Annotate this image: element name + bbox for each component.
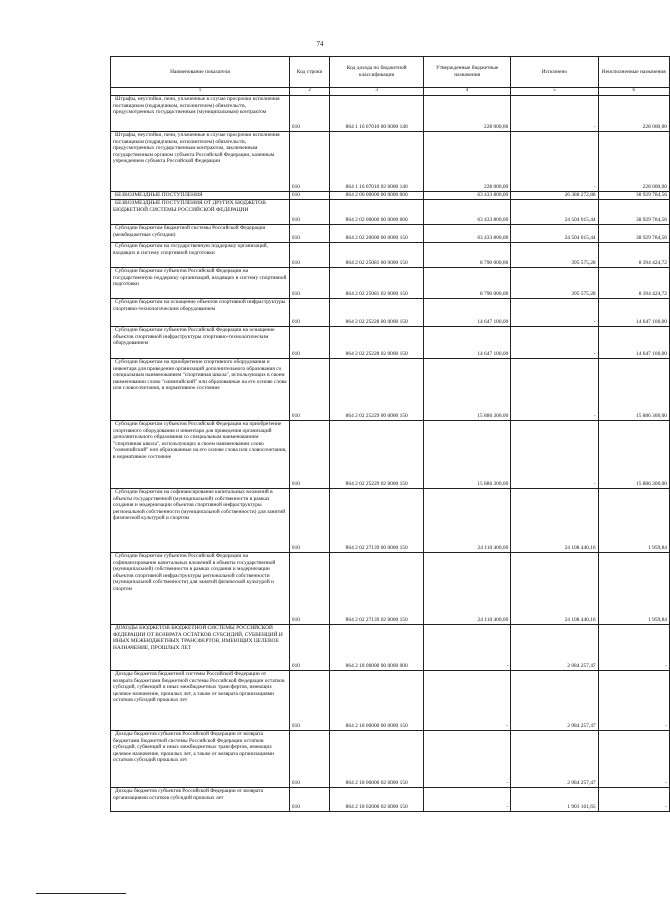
column-number: 6 <box>598 88 669 96</box>
table-row <box>111 489 670 553</box>
unexecuted-cell: 1 959,84 <box>598 553 669 625</box>
line-code-cell: 010 <box>289 200 329 225</box>
indicator-name-cell: БЕЗВОЗМЕЗДНЫЕ ПОСТУПЛЕНИЯ ОТ ДРУГИХ БЮДЖЕТОВ БЮДЖЕТНОЙ СИСТЕМЫ РОССИЙСКОЙ ФЕДЕРАЦИИ <box>111 200 290 225</box>
income-code-cell: 864 2 18 00000 00 0000 150 <box>330 671 424 731</box>
budget-report-table <box>110 56 670 812</box>
unexecuted-cell: - <box>598 731 669 788</box>
column-number: 3 <box>330 88 424 96</box>
table-row <box>111 299 670 327</box>
indicator-name-cell: Субсидии бюджетам субъектов Российской Федерации на приобретение спортивного оборудования и инвентаря для приведения организаций дополнительного образования со специальным наименованием "спортивная школа", использующих в своем наименовании слово "олимпийский" или образованные на его основе слова или словосочетания, в нормативное состояние <box>111 421 290 489</box>
executed-cell: - <box>511 327 598 359</box>
income-code-cell: 864 2 02 20000 00 0000 150 <box>330 225 424 243</box>
income-code-cell: 864 2 18 02000 02 0000 150 <box>330 788 424 812</box>
executed-cell: 395 575,28 <box>511 243 598 268</box>
header-unexecuted: Неисполненные назначения <box>598 57 669 88</box>
executed-cell: 24 504 015,44 <box>511 225 598 243</box>
indicator-name-cell: Субсидии бюджетам субъектов Российской Федерации на государственную поддержку организаций, входящих в систему спортивной подготовки <box>111 268 290 299</box>
line-code-cell: 010 <box>289 132 329 192</box>
unexecuted-cell: 228 000,00 <box>598 96 669 132</box>
unexecuted-cell: 38 929 784,56 <box>598 225 669 243</box>
line-code-cell: 010 <box>289 96 329 132</box>
line-code-cell: 010 <box>289 268 329 299</box>
unexecuted-cell: 15 886 300,00 <box>598 359 669 421</box>
unexecuted-cell: - <box>598 671 669 731</box>
line-code-cell: 010 <box>289 421 329 489</box>
income-code-cell: 864 1 16 07010 00 0000 140 <box>330 96 424 132</box>
table-row <box>111 268 670 299</box>
indicator-name-cell: Субсидии бюджетам на государственную поддержку организаций, входящих в систему спортивной подготовки <box>111 243 290 268</box>
table-row <box>111 421 670 489</box>
approved-cell: - <box>424 788 511 812</box>
table-row <box>111 625 670 671</box>
executed-cell: 24 108 440,16 <box>511 553 598 625</box>
indicator-name-cell: Субсидии бюджетам бюджетной системы Российской Федерации (межбюджетные субсидии) <box>111 225 290 243</box>
income-code-cell: 864 2 02 27139 02 0000 150 <box>330 553 424 625</box>
executed-cell: 1 901 161,65 <box>511 788 598 812</box>
line-code-cell: 010 <box>289 553 329 625</box>
approved-cell: 8 790 000,00 <box>424 268 511 299</box>
line-code-cell: 010 <box>289 359 329 421</box>
unexecuted-cell: 14 647 100,00 <box>598 299 669 327</box>
line-code-cell: 010 <box>289 671 329 731</box>
approved-cell: - <box>424 625 511 671</box>
table-row <box>111 731 670 788</box>
column-number: 2 <box>289 88 329 96</box>
income-code-cell: 864 2 02 25081 02 0000 150 <box>330 268 424 299</box>
executed-cell: - <box>511 132 598 192</box>
line-code-cell: 010 <box>289 225 329 243</box>
income-code-cell: 864 2 02 25228 02 0000 150 <box>330 327 424 359</box>
approved-cell: 228 000,00 <box>424 96 511 132</box>
unexecuted-cell: 15 886 300,00 <box>598 421 669 489</box>
executed-cell: - <box>511 359 598 421</box>
line-code-cell: 010 <box>289 299 329 327</box>
header-approved: Утвержденные бюджетные назначения <box>424 57 511 88</box>
table-row <box>111 243 670 268</box>
income-code-cell: 864 2 02 00000 00 0000 000 <box>330 200 424 225</box>
line-code-cell: 010 <box>289 731 329 788</box>
column-number: 1 <box>111 88 290 96</box>
table-row <box>111 359 670 421</box>
income-code-cell: 864 2 02 25081 00 0000 150 <box>330 243 424 268</box>
table-body <box>111 96 670 812</box>
executed-cell: - <box>511 299 598 327</box>
executed-cell: 2 084 257,47 <box>511 625 598 671</box>
approved-cell: 63 433 800,00 <box>424 200 511 225</box>
executed-cell: 395 575,28 <box>511 268 598 299</box>
income-code-cell: 864 2 18 00000 00 0000 000 <box>330 625 424 671</box>
executed-cell: 26 388 272,88 <box>511 192 598 200</box>
unexecuted-cell: 38 929 784,56 <box>598 200 669 225</box>
approved-cell: - <box>424 731 511 788</box>
footer-rule <box>36 893 126 894</box>
table-row <box>111 788 670 812</box>
table-row <box>111 192 670 200</box>
line-code-cell: 010 <box>289 192 329 200</box>
table-row <box>111 225 670 243</box>
unexecuted-cell: 8 394 424,72 <box>598 243 669 268</box>
income-code-cell: 864 2 02 25229 00 0000 150 <box>330 359 424 421</box>
line-code-cell: 010 <box>289 788 329 812</box>
income-code-cell: 864 2 18 00000 02 0000 150 <box>330 731 424 788</box>
approved-cell: - <box>424 671 511 731</box>
line-code-cell: 010 <box>289 625 329 671</box>
indicator-name-cell: Доходы бюджетов субъектов Российской Федерации от возврата бюджетами бюджетной системы Российской Федерации остатков субсидий, субвенций и иных межбюджетных трансфертов, имеющих целевое назначение, прошлых лет, а также от возврата организациями остатков субсидий прошлых лет <box>111 731 290 788</box>
header-executed: Исполнено <box>511 57 598 88</box>
approved-cell: 24 110 400,00 <box>424 553 511 625</box>
indicator-name-cell: Субсидии бюджетам на оснащение объектов спортивной инфраструктуры спортивно-технологическим оборудованием <box>111 299 290 327</box>
unexecuted-cell: 8 394 424,72 <box>598 268 669 299</box>
approved-cell: 8 790 000,00 <box>424 243 511 268</box>
approved-cell: 15 886 300,00 <box>424 421 511 489</box>
line-code-cell: 010 <box>289 243 329 268</box>
table-header-row <box>111 57 670 88</box>
indicator-name-cell: Субсидии бюджетам на приобретение спортивного оборудования и инвентаря для приведения организаций дополнительного образования со специальным наименованием "спортивная школа", использующих в своем наименовании слово "олимпийский" или образованные на его основе слова или словосочетания, в нормативное состояние <box>111 359 290 421</box>
indicator-name-cell: Штрафы, неустойки, пени, уплаченные в случае просрочки исполнения поставщиком (подрядчиком, исполнителем) обязательств, предусмотренных государственным (муниципальным) контрактом <box>111 96 290 132</box>
income-code-cell: 864 2 00 00000 00 0000 000 <box>330 192 424 200</box>
indicator-name-cell: Субсидии бюджетам субъектов Российской Федерации на оснащение объектов спортивной инфраструктуры спортивно-технологическим оборудованием <box>111 327 290 359</box>
income-code-cell: 864 1 16 07010 02 0000 140 <box>330 132 424 192</box>
approved-cell: 63 433 800,00 <box>424 225 511 243</box>
unexecuted-cell: 1 959,84 <box>598 489 669 553</box>
page-number: 74 <box>316 40 324 48</box>
unexecuted-cell: - <box>598 625 669 671</box>
executed-cell: 2 084 257,47 <box>511 731 598 788</box>
table-row <box>111 96 670 132</box>
indicator-name-cell: Субсидии бюджетам субъектов Российской Федерации на софинансирование капитальных вложений в объекты государственной (муниципальной) собственности в рамках создания и модернизации объектов спортивной инфраструктуры региональной собственности (муниципальной собственности) для занятий физической культурой и спортом <box>111 553 290 625</box>
unexecuted-cell: 38 929 784,56 <box>598 192 669 200</box>
table-row <box>111 327 670 359</box>
income-code-cell: 864 2 02 27139 00 0000 150 <box>330 489 424 553</box>
unexecuted-cell: 228 000,00 <box>598 132 669 192</box>
executed-cell: - <box>511 96 598 132</box>
indicator-name-cell: Субсидии бюджетам на софинансирование капитальных вложений в объекты государственной (муниципальной) собственности в рамках создания и модернизации объектов спортивной инфраструктуры региональной собственности (муниципальной собственности) для занятий физической культурой и спортом <box>111 489 290 553</box>
line-code-cell: 010 <box>289 327 329 359</box>
executed-cell: 24 504 015,44 <box>511 200 598 225</box>
approved-cell: 15 886 300,00 <box>424 359 511 421</box>
approved-cell: 14 647 100,00 <box>424 299 511 327</box>
header-income-code: Код дохода по бюджетной классификации <box>330 57 424 88</box>
column-number: 5 <box>511 88 598 96</box>
approved-cell: 24 110 400,00 <box>424 489 511 553</box>
executed-cell: 2 084 257,47 <box>511 671 598 731</box>
table-row <box>111 132 670 192</box>
indicator-name-cell: Доходы бюджетов бюджетной системы Российской Федерации от возврата бюджетами бюджетной системы Российской Федерации остатков субсидий, субвенций и иных межбюджетных трансфертов, имеющих целевое назначение, прошлых лет, а также от возврата организациями остатков субсидий прошлых лет <box>111 671 290 731</box>
unexecuted-cell: - <box>598 788 669 812</box>
table-row <box>111 200 670 225</box>
approved-cell: 63 433 800,00 <box>424 192 511 200</box>
executed-cell: - <box>511 421 598 489</box>
header-indicator-name: Наименование показателя <box>111 57 290 88</box>
column-number-row <box>111 88 670 96</box>
line-code-cell: 010 <box>289 489 329 553</box>
table-row <box>111 553 670 625</box>
indicator-name-cell: Доходы бюджетов субъектов Российской Федерации от возврата организациями остатков субсидий прошлых лет <box>111 788 290 812</box>
indicator-name-cell: ДОХОДЫ БЮДЖЕТОВ БЮДЖЕТНОЙ СИСТЕМЫ РОССИЙСКОЙ ФЕДЕРАЦИИ ОТ ВОЗВРАТА ОСТАТКОВ СУБСИДИЙ, СУБВЕНЦИЙ И ИНЫХ МЕЖБЮДЖЕТНЫХ ТРАНСФЕРТОВ, ИМЕЮЩИХ ЦЕЛЕВОЕ НАЗНАЧЕНИЕ, ПРОШЛЫХ ЛЕТ <box>111 625 290 671</box>
header-line-code: Код строки <box>289 57 329 88</box>
table-row <box>111 671 670 731</box>
unexecuted-cell: 14 647 100,00 <box>598 327 669 359</box>
column-number: 4 <box>424 88 511 96</box>
approved-cell: 14 647 100,00 <box>424 327 511 359</box>
income-code-cell: 864 2 02 25228 00 0000 150 <box>330 299 424 327</box>
indicator-name-cell: БЕЗВОЗМЕЗДНЫЕ ПОСТУПЛЕНИЯ <box>111 192 290 200</box>
approved-cell: 228 000,00 <box>424 132 511 192</box>
income-code-cell: 864 2 02 25229 02 0000 150 <box>330 421 424 489</box>
indicator-name-cell: Штрафы, неустойки, пени, уплаченные в случае просрочки исполнения поставщиком (подрядчиком, исполнителем) обязательств, предусмотренных государственным контрактом, заключенным государственным органом субъекта Российской Федерации, казенным учреждением субъекта Российской Федерации <box>111 132 290 192</box>
executed-cell: 24 108 440,16 <box>511 489 598 553</box>
